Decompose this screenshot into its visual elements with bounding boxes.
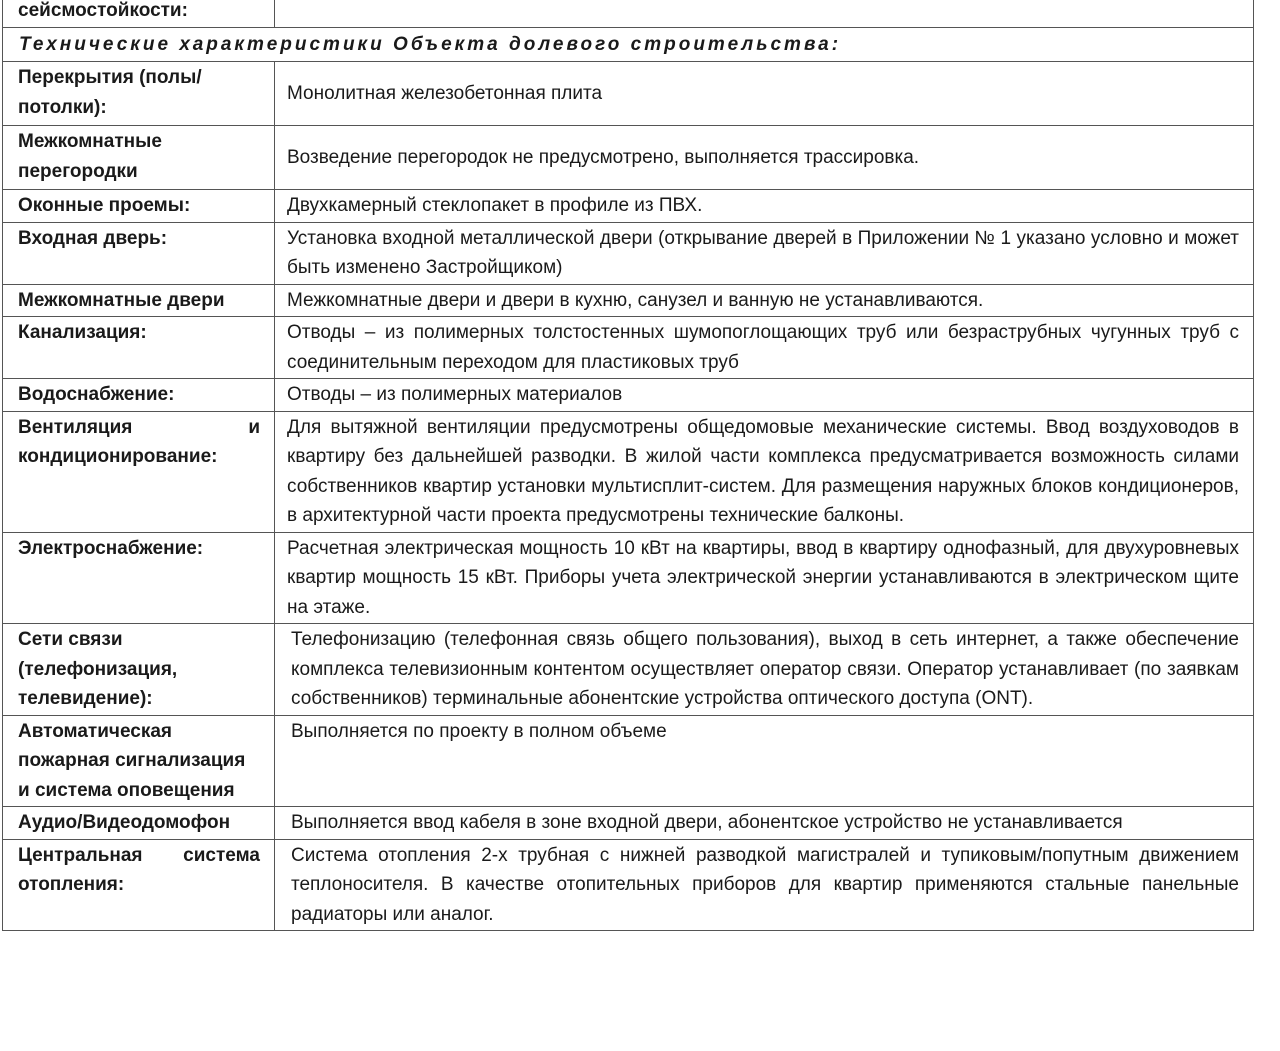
table-row	[3, 532, 1254, 624]
row-value: Возведение перегородок не предусмотрено, выполняется трассировка.	[275, 126, 1254, 190]
row-value: Выполняется ввод кабеля в зоне входной двери, абонентское устройство не устанавливается	[275, 807, 1254, 840]
row-value	[275, 0, 1254, 27]
row-label: Перекрытия (полы/потолки):	[3, 62, 275, 126]
row-value: Система отопления 2-х трубная с нижней разводкой магистралей и тупиковым/попутным движением теплоносителя. В качестве отопительных приборов для квартир применяются стальные панельные радиаторы или аналог.	[275, 839, 1254, 931]
table-row	[3, 126, 1254, 190]
row-label: Входная дверь:	[3, 222, 275, 284]
table-row	[3, 379, 1254, 412]
row-label: Аудио/Видеодомофон	[3, 807, 275, 840]
row-value: Выполняется по проекту в полном объеме	[275, 715, 1254, 807]
table-row	[3, 190, 1254, 223]
row-label: Оконные проемы:	[3, 190, 275, 223]
row-label: Автоматическая пожарная сигнализация и система оповещения	[3, 715, 275, 807]
row-label: Канализация:	[3, 317, 275, 379]
table-row	[3, 317, 1254, 379]
table-row	[3, 222, 1254, 284]
row-label: Сети связи (телефонизация, телевидение):	[3, 624, 275, 716]
row-label: сейсмостойкости:	[3, 0, 275, 27]
table-row	[3, 411, 1254, 532]
section-header-row	[3, 27, 1254, 62]
table-row	[3, 624, 1254, 716]
row-label: Электроснабжение:	[3, 532, 275, 624]
table-row	[3, 807, 1254, 840]
table-row	[3, 62, 1254, 126]
row-value: Для вытяжной вентиляции предусмотрены общедомовые механические системы. Ввод воздуховодов в квартиру без дальнейшей разводки. В жилой части комплекса предусматривается возможность силами собственников квартир установки мультисплит-систем. Для размещения наружных блоков кондиционеров, в архитектурной части проекта предусмотрены технические балконы.	[275, 411, 1254, 532]
row-value: Двухкамерный стеклопакет в профиле из ПВХ.	[275, 190, 1254, 223]
document-page	[2, 0, 1254, 931]
row-label: Водоснабжение:	[3, 379, 275, 412]
row-value: Межкомнатные двери и двери в кухню, санузел и ванную не устанавливаются.	[275, 284, 1254, 317]
row-value: Отводы – из полимерных толстостенных шумопоглощающих труб или безраструбных чугунных труб с соединительным переходом для пластиковых труб	[275, 317, 1254, 379]
table-row	[3, 839, 1254, 931]
row-label: Межкомнатные двери	[3, 284, 275, 317]
specifications-table	[2, 0, 1254, 931]
row-value: Расчетная электрическая мощность 10 кВт на квартиры, ввод в квартиру однофазный, для двухуровневых квартир мощность 15 кВт. Приборы учета электрической энергии устанавливаются в электрическом щите на этаже.	[275, 532, 1254, 624]
row-label: Центральная система отопления:	[3, 839, 275, 931]
table-row	[3, 715, 1254, 807]
section-title: Технические характеристики Объекта долевого строительства:	[3, 27, 1254, 62]
row-value: Установка входной металлической двери (открывание дверей в Приложении № 1 указано условно и может быть изменено Застройщиком)	[275, 222, 1254, 284]
table-row	[3, 284, 1254, 317]
row-value: Телефонизацию (телефонная связь общего пользования), выход в сеть интернет, а также обеспечение комплекса телевизионным контентом осуществляет оператор связи. Оператор устанавливает (по заявкам собственников) терминальные абонентские устройства оптического доступа (ONT).	[275, 624, 1254, 716]
table-row-seismic	[3, 0, 1254, 27]
row-value: Монолитная железобетонная плита	[275, 62, 1254, 126]
row-value: Отводы – из полимерных материалов	[275, 379, 1254, 412]
row-label: Вентиляция и кондиционирование:	[3, 411, 275, 532]
row-label: Межкомнатные перегородки	[3, 126, 275, 190]
